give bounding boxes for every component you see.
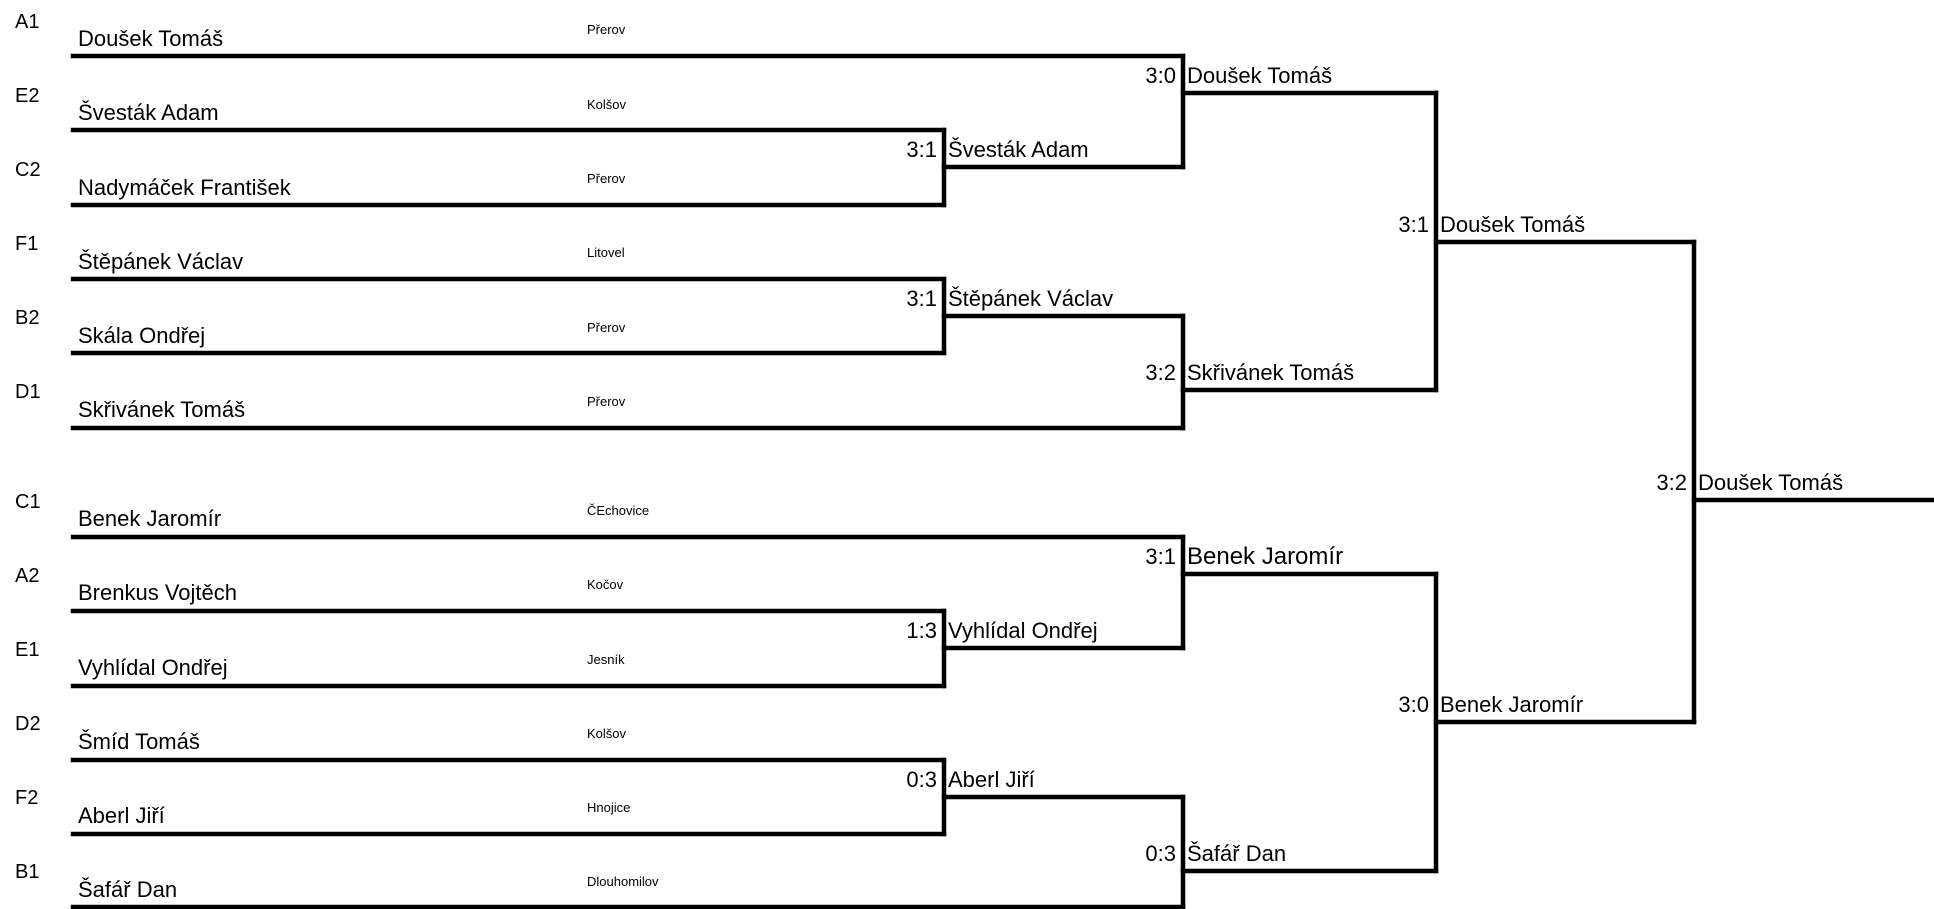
club-name: Jesník (587, 652, 625, 667)
match-result (1145, 841, 1286, 866)
player-name: Vyhlídal Ondřej (78, 655, 228, 680)
player-entry (15, 565, 624, 605)
club-name: Litovel (587, 245, 625, 260)
club-name: Kolšov (587, 97, 627, 112)
player-name: Doušek Tomáš (78, 26, 224, 51)
player-entry (15, 491, 649, 531)
match-winner: Vyhlídal Ondřej (948, 618, 1098, 643)
final-result (1656, 470, 1843, 495)
club-name: Přerov (587, 320, 626, 335)
club-name: Dlouhomilov (587, 874, 659, 889)
match-result (1145, 543, 1343, 570)
match-winner: Benek Jaromír (1440, 692, 1584, 717)
player-name: Šafář Dan (78, 877, 178, 902)
player-list (15, 11, 659, 902)
match-winner: Benek Jaromír (1187, 543, 1344, 570)
match-score: 0:3 (1145, 841, 1176, 866)
player-entry (15, 861, 659, 902)
player-name: Skřivánek Tomáš (78, 397, 246, 422)
match-score: 3:1 (1398, 212, 1429, 237)
player-name: Štěpánek Václav (78, 249, 244, 274)
seed-label: F1 (15, 233, 39, 255)
player-name: Brenkus Vojtěch (78, 580, 237, 605)
seed-label: E2 (15, 85, 40, 107)
match-score: 3:1 (906, 137, 937, 162)
club-name: Kolšov (587, 726, 627, 741)
match-result (1145, 360, 1354, 385)
match-winner: Šafář Dan (1187, 841, 1287, 866)
player-name: Švesták Adam (78, 100, 219, 125)
seed-label: C2 (15, 159, 41, 181)
match-winner: Skřivánek Tomáš (1187, 360, 1355, 385)
match-score: 0:3 (906, 767, 937, 792)
player-entry (15, 85, 627, 125)
seed-label: B2 (15, 307, 40, 329)
player-name: Aberl Jiří (78, 803, 165, 828)
seed-label: D1 (15, 381, 41, 403)
match-result (906, 618, 1097, 643)
match-score: 1:3 (906, 618, 937, 643)
player-entry (15, 787, 630, 828)
round2-results (1145, 63, 1354, 866)
player-entry (15, 159, 626, 200)
semifinal-results (1398, 212, 1585, 717)
match-result (906, 767, 1034, 792)
match-score: 3:0 (1398, 692, 1429, 717)
match-winner: Doušek Tomáš (1187, 63, 1333, 88)
match-score: 3:0 (1145, 63, 1176, 88)
club-name: Přerov (587, 171, 626, 186)
seed-label: A2 (15, 565, 40, 587)
player-entry (15, 639, 625, 680)
player-name: Skála Ondřej (78, 323, 206, 348)
match-result (1398, 212, 1585, 237)
player-entry (15, 713, 627, 754)
player-entry (15, 381, 626, 422)
match-winner: Švesták Adam (948, 137, 1089, 162)
club-name: Hnojice (587, 800, 631, 815)
match-winner: Doušek Tomáš (1440, 212, 1586, 237)
club-name: ČEchovice (587, 503, 650, 518)
seed-label: E1 (15, 639, 40, 661)
club-name: Přerov (587, 394, 626, 409)
player-name: Benek Jaromír (78, 506, 222, 531)
final-score: 3:2 (1656, 470, 1687, 495)
match-score: 3:2 (1145, 360, 1176, 385)
match-result (1398, 692, 1583, 717)
champion-name: Doušek Tomáš (1698, 470, 1844, 495)
club-name: Kočov (587, 577, 624, 592)
match-result (906, 137, 1088, 162)
match-score: 3:1 (906, 286, 937, 311)
club-name: Přerov (587, 22, 626, 37)
seed-label: A1 (15, 11, 40, 33)
seed-label: F2 (15, 787, 39, 809)
player-entry (15, 233, 625, 274)
match-result (1145, 63, 1332, 88)
match-winner: Aberl Jiří (948, 767, 1035, 792)
seed-label: B1 (15, 861, 40, 883)
player-name: Nadymáček František (78, 175, 291, 200)
player-name: Šmíd Tomáš (78, 729, 200, 754)
match-result (906, 286, 1113, 311)
seed-label: C1 (15, 491, 41, 513)
player-entry (15, 307, 626, 348)
player-entry (15, 11, 626, 51)
seed-label: D2 (15, 713, 41, 735)
match-score: 3:1 (1145, 544, 1176, 569)
match-winner: Štěpánek Václav (948, 286, 1114, 311)
round1-results (906, 137, 1113, 792)
